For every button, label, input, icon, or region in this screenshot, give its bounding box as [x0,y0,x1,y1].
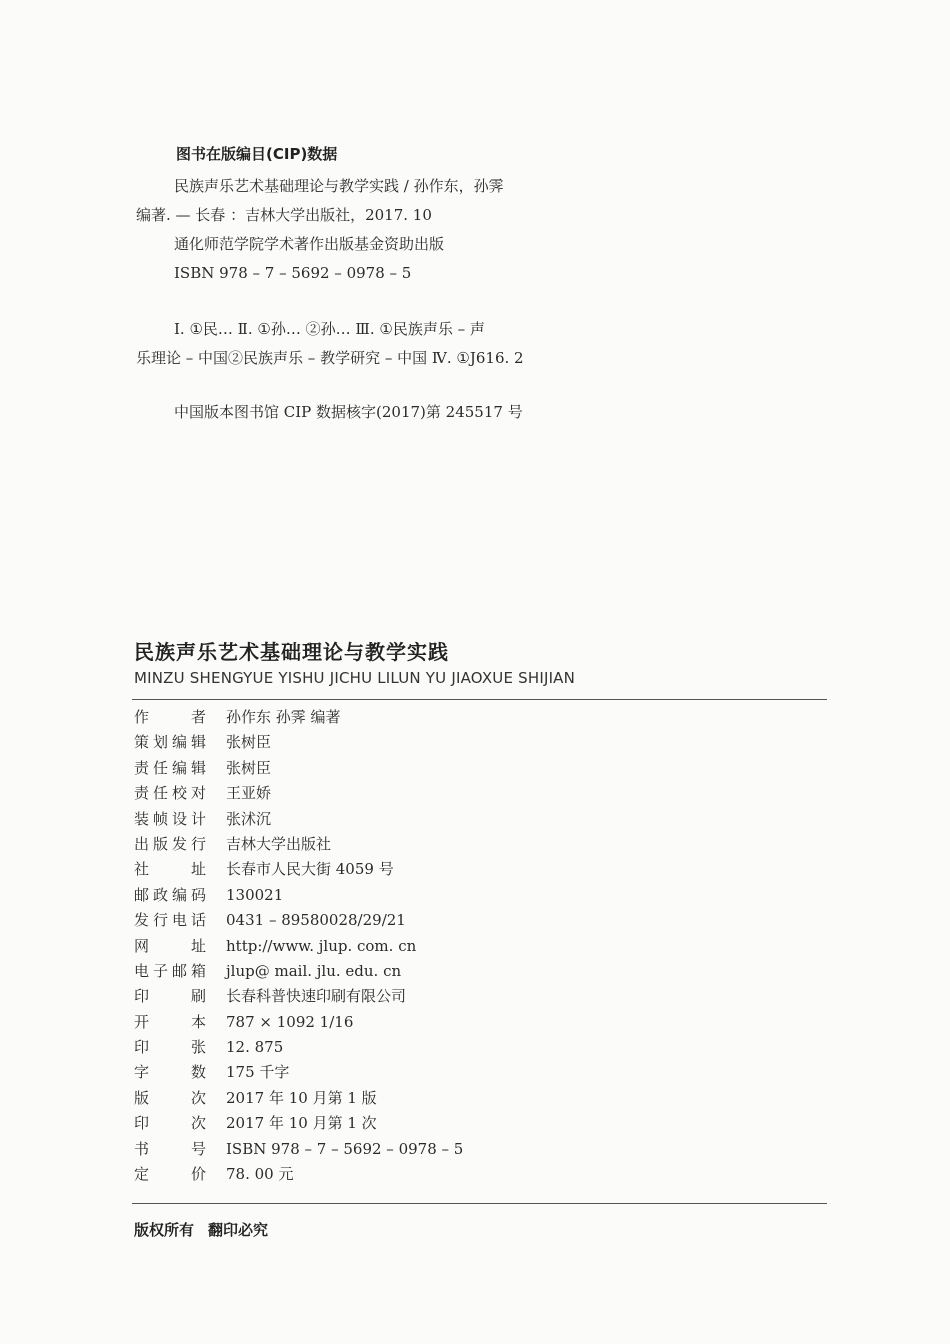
info-row [134,1137,463,1162]
info-row [134,756,463,781]
info-value: 王亚娇 [226,784,272,803]
info-row [134,984,463,1009]
info-row [134,1035,463,1060]
cip-heading: 图书在版编目(CIP)数据 [176,145,338,163]
info-row [134,1086,463,1111]
info-value: ISBN 978 – 7 – 5692 – 0978 – 5 [226,1139,464,1158]
info-value: 长春科普快速印刷有限公司 [226,987,407,1006]
info-label: 出版发行 [134,834,206,853]
info-label: 印 张 [134,1038,206,1057]
info-value: 张树臣 [226,733,272,752]
info-value: 2017 年 10 月第 1 次 [226,1114,377,1133]
cip-line-isbn: ISBN 978 – 7 – 5692 – 0978 – 5 [174,264,412,282]
cip-class-line-2: 乐理论 – 中国②民族声乐 – 教学研究 – 中国 Ⅳ. ①J616. 2 [136,349,524,367]
info-row [134,1060,463,1085]
cip-classification [136,315,606,373]
info-label: 策划编辑 [134,733,206,752]
info-label: 责任编辑 [134,758,206,777]
info-row [134,705,463,730]
info-value: 孙作东 孙霁 编著 [226,708,341,726]
info-value: 0431 – 89580028/29/21 [226,911,406,930]
info-value: 78. 00 元 [226,1165,294,1184]
info-label: 装帧设计 [134,809,206,828]
cip-data-number: 中国版本图书馆 CIP 数据核字(2017)第 245517 号 [174,403,523,421]
publication-info-table [134,705,463,1187]
info-label: 发行电话 [134,911,206,930]
divider-bottom [132,1203,827,1204]
book-title: 民族声乐艺术基础理论与教学实践 [134,640,449,664]
info-label: 定 价 [134,1165,206,1184]
info-label: 电子邮箱 [134,961,206,980]
info-row [134,883,463,908]
info-row [134,1111,463,1136]
info-row [134,1162,463,1187]
copyright-no-reprint: 翻印必究 [208,1221,269,1239]
info-value: jlup@ mail. jlu. edu. cn [226,961,402,980]
info-value: 787 × 1092 1/16 [226,1012,354,1031]
info-label: 书 号 [134,1139,206,1158]
cip-class-line-1: Ⅰ. ①民… Ⅱ. ①孙… ②孙… Ⅲ. ①民族声乐 – 声 [174,320,485,338]
info-value: 2017 年 10 月第 1 版 [226,1088,377,1107]
info-row [134,807,463,832]
info-label: 作 者 [134,708,206,726]
info-value: 张沭沉 [226,809,272,828]
info-label: 责任校对 [134,784,206,803]
info-row [134,832,463,857]
info-value: 长春市人民大街 4059 号 [226,860,394,879]
copyright-notice [134,1219,268,1240]
book-pinyin-title: MINZU SHENGYUE YISHU JICHU LILUN YU JIAOXUE SHIJIAN [134,669,576,687]
info-label: 社 址 [134,860,206,879]
info-label: 邮政编码 [134,885,206,904]
info-row [134,1010,463,1035]
copyright-reserved: 版权所有 [134,1221,195,1239]
info-row [134,781,463,806]
cip-line-publisher: 编著. — 长春 ：吉林大学出版社，2017. 10 [136,206,432,224]
info-value: 175 千字 [226,1063,290,1082]
info-label: 开 本 [134,1012,206,1031]
info-label: 字 数 [134,1063,206,1082]
info-value: 12. 875 [226,1038,284,1057]
info-label: 印 次 [134,1114,206,1133]
info-label: 印 刷 [134,987,206,1006]
info-label: 网 址 [134,936,206,955]
divider-top [132,699,827,700]
info-row [134,959,463,984]
cip-line-title: 民族声乐艺术基础理论与教学实践 / 孙作东，孙霁 [174,177,504,195]
info-row [134,730,463,755]
info-value: 张树臣 [226,758,272,777]
cip-line-funding: 通化师范学院学术著作出版基金资助出版 [174,235,445,253]
info-row [134,857,463,882]
info-row [134,934,463,959]
info-label: 版 次 [134,1088,206,1107]
cip-description [136,172,606,288]
info-value: 吉林大学出版社 [226,834,332,853]
info-value: 130021 [226,885,284,904]
info-row [134,908,463,933]
info-value: http://www. jlup. com. cn [226,936,417,955]
